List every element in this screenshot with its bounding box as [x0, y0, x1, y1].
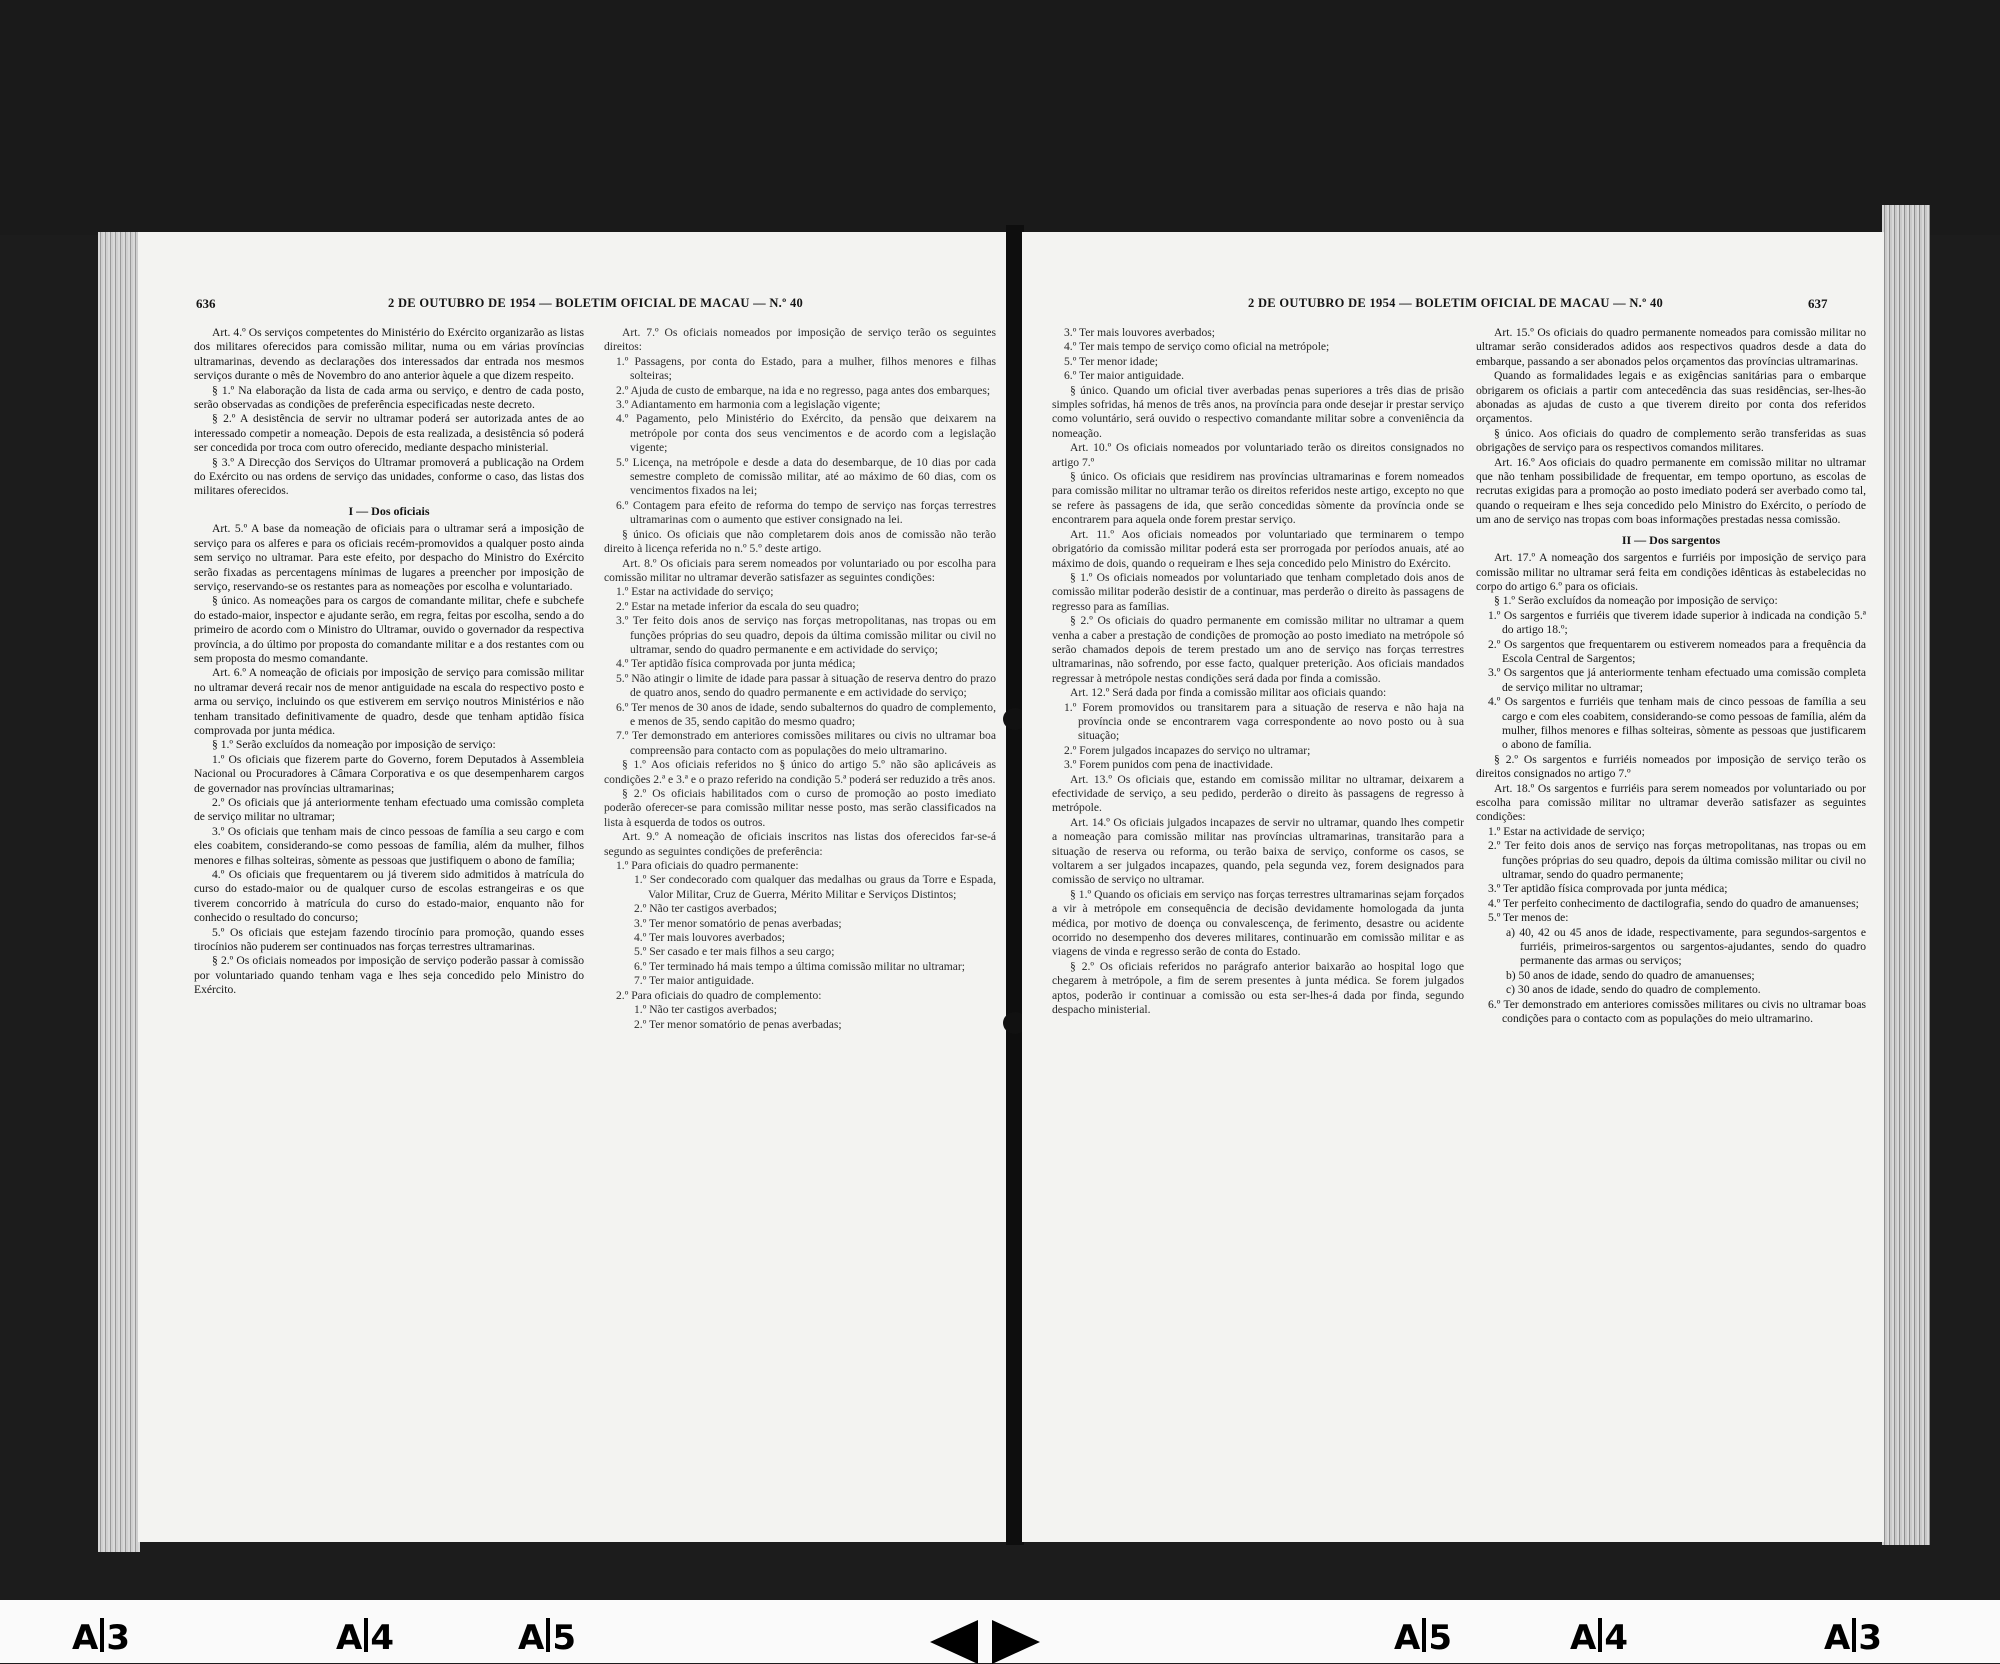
list-item: 1.º Passagens, por conta do Estado, para a mulher, filhos menores e filhas solteiras;	[616, 354, 996, 383]
paragraph: 3.º Os oficiais que tenham mais de cinco pessoas de família a seu cargo e com eles coabitem, considerando-se como pessoas de família, além da mulher, filhos menores e filhas solteiras, sòmente as pessoas que justifiquem o abono de família;	[194, 824, 584, 867]
list-item: 5.º Não atingir o limite de idade para passar à situação de reserva dentro do prazo de quatro anos, sendo do quadro permanente e em actividade do serviço;	[616, 671, 996, 700]
page-header: 2 DE OUTUBRO DE 1954 — BOLETIM OFICIAL DE MACAU — N.º 40	[388, 296, 804, 310]
column-2	[604, 326, 996, 1526]
paragraph: § 2.º A desistência de servir no ultramar poderá ser autorizada antes de ao interessado competir a nomeação. Depois de esta realizada, a desistência só poderá ser concedida por troca com outro oferecido, mediante despacho ministerial.	[194, 412, 584, 455]
list-item: 2.º Ter menor somatório de penas averbadas;	[634, 1017, 842, 1031]
paragraph: § único. Aos oficiais do quadro de complemento serão transferidas as suas obrigações de serviço para os respectivos comandos militares.	[1476, 426, 1866, 455]
paragraph: § 2.º Os oficiais do quadro permanente em comissão militar no ultramar a quem venha a caber a prestação de condições de promoção ao posto imediato na metrópole só serão chamados depois de terem prestado um ano de serviço nas forças terrestres ultramarinas, não sofrendo, por esse facto, qualquer preterição. Aos oficiais mandados regressar à metrópole nestas condições será dada por finda a comissão.	[1052, 614, 1464, 685]
column-1	[194, 326, 584, 1526]
paragraph: § 2.º Os oficiais nomeados por imposição de serviço poderão passar à comissão por voluntariado quando tenham vaga e lhes seja concedido pelo Ministro do Exército.	[194, 954, 584, 997]
backdrop	[0, 0, 2000, 235]
list-item: 1.º Não ter castigos averbados;	[634, 1003, 777, 1017]
paragraph: § 2.º Os oficiais habilitados com o curso de promoção ao posto imediato poderão oferecer-se para comissão militar nesse posto, mas serão classificados na lista à esquerda de todos os outros.	[604, 787, 996, 829]
list-item: 5.º Ter menor idade;	[1064, 354, 1159, 368]
list-item: 5.º Ser casado e ter mais filhos a seu cargo;	[634, 945, 835, 959]
paragraph: § 2.º Os oficiais referidos no parágrafo anterior baixarão ao hospital logo que chegarem à metrópole, a fim de serem presentes à junta médica. Se forem julgados aptos, poderão ir continuar a comissão ou esta ser-lhes-á dada por finda, segundo despacho ministerial.	[1052, 959, 1464, 1017]
list-item: 1.º Ser condecorado com qualquer das medalhas ou graus da Torre e Espada, Valor Militar, Cruz de Guerra, Mérito Militar e Serviços Distintos;	[634, 873, 996, 901]
list-item: 2.º Ter feito dois anos de serviço nas forças metropolitanas, nas tropas ou em funções próprias do seu quadro, depois da última comissão militar ou civil no ultramar, sendo do quadro permanente;	[1488, 839, 1866, 882]
paragraph: Art. 12.º Será dada por finda a comissão militar aos oficiais quando:	[1070, 686, 1387, 700]
page-number: 637	[1808, 296, 1828, 311]
paragraph: § único. Os oficiais que residirem nas províncias ultramarinas e forem nomeados para comissão militar no ultramar terão os direitos referidos neste artigo, excepto no que se refere às passagens de ida, que serão concedidas sòmente da província onde se encontrarem para aquela onde forem prestar serviço.	[1052, 470, 1464, 527]
paragraph: Art. 16.º Aos oficiais do quadro permanente em comissão militar no ultramar que não tenham possibilidade de frequentar, em tempo oportuno, as escolas de recrutas exigidas para a promoção ao posto imediato poderá ser averbado como tal, quando o requeiram e lhes seja concedido pelo Ministro do Exército, o período de um ano de serviço nas tropas com boas informações prestadas nessa comissão.	[1476, 455, 1866, 527]
list-item: 6.º Contagem para efeito de reforma do tempo de serviço nas forças terrestres ultramarinas com o aumento que estiver consignado na lei.	[616, 498, 996, 527]
list-item: 1.º Forem promovidos ou transitarem para a situação de reserva e não haja na província onde se encontrarem vaga correspondente ao novo posto ou à sua situação;	[1064, 700, 1464, 743]
list-item: 5.º Licença, na metrópole e desde a data do desembarque, de 10 dias por cada semestre completo de comissão militar, até ao máximo de 60 dias, com os vencimentos fixados na lei;	[616, 455, 996, 498]
list-item: c) 30 anos de idade, sendo do quadro de complemento.	[1506, 983, 1761, 997]
section-heading: I — Dos oficiais	[348, 503, 430, 518]
list-item: 4.º Ter mais tempo de serviço como oficial na metrópole;	[1064, 340, 1330, 354]
list-item: 4.º Ter aptidão física comprovada por junta médica;	[616, 657, 856, 671]
paragraph: Art. 14.º Os oficiais julgados incapazes de servir no ultramar, quando lhes competir a nomeação para comissão militar nas províncias ultramarinas, transitarão para a situação de reserva ou reforma, ou terão baixa de serviço, conforme os casos, se voltarem a ser julgados incapazes, quando, pela segunda vez, forem designados para comissão de serviço no ultramar.	[1052, 815, 1464, 887]
list-item: 6.º Ter terminado há mais tempo a última comissão militar no ultramar;	[634, 959, 965, 973]
film-marker: A 4	[1570, 1618, 1628, 1658]
paragraph: § 1.º Serão excluídos da nomeação por imposição de serviço:	[212, 738, 496, 752]
list-item: 2.º Estar na metade inferior da escala do seu quadro;	[616, 599, 860, 613]
paragraph: § único. Os oficiais que não completarem dois anos de comissão não terão direito à licença referida no n.º 5.º deste artigo.	[604, 527, 996, 556]
list-item: 1.º Para oficiais do quadro permanente:	[616, 859, 799, 873]
paragraph: § 1.º Na elaboração da lista de cada arma ou serviço, e dentro de cada posto, serão observadas as condições de preferência especificadas neste decreto.	[194, 383, 584, 412]
list-item: 4.º Ter perfeito conhecimento de dactilografia, sendo do quadro de amanuenses;	[1488, 896, 1859, 910]
list-item: 2.º Não ter castigos averbados;	[634, 902, 777, 916]
list-item: 3.º Adiantamento em harmonia com a legislação vigente;	[616, 398, 881, 412]
paragraph: Art. 8.º Os oficiais para serem nomeados por voluntariado ou por escolha para comissão militar no ultramar deverão satisfazer as seguintes condições:	[604, 556, 996, 584]
list-item: 3.º Forem punidos com pena de inactividade.	[1064, 758, 1274, 772]
list-item: 2.º Ajuda de custo de embarque, na ida e no regresso, paga antes dos embarques;	[616, 383, 991, 397]
list-item: 5.º Ter menos de:	[1488, 911, 1569, 925]
list-item: 2.º Para oficiais do quadro de complemento:	[616, 988, 822, 1002]
list-item: 7.º Ter maior antiguidade.	[634, 974, 755, 988]
film-marker: A 4	[336, 1618, 394, 1658]
paragraph: Art. 6.º A nomeação de oficiais por imposição de serviço para comissão militar no ultramar deverá recair nos de menor antiguidade na escala do respectivo posto e arma ou serviço, incluindo os que estiverem em serviço noutros Ministérios e não tenham transitado definitivamente de quadro, desde que tenham aptidão física comprovada por junta médica.	[194, 666, 584, 737]
paragraph: § 1.º Serão excluídos da nomeação por imposição de serviço:	[1494, 594, 1778, 608]
paragraph: § 1.º Quando os oficiais em serviço nas forças terrestres ultramarinas sejam forçados a vir à metrópole em consequência de decisão devidamente homologada da junta médica, por motivo de doença ou convalescença, de ferimento, desastre ou acidente ocorrido no desempenho dos deveres militares, continuarão em comissão militar e as viagens de vinda e regresso serão de conta do Estado.	[1052, 887, 1464, 959]
list-item: 3.º Ter feito dois anos de serviço nas forças metropolitanas, nas tropas ou em funções próprias do seu quadro, depois da última comissão militar ou civil no ultramar, sendo do quadro permanente e em actividade do serviço;	[616, 614, 996, 656]
paragraph: Art. 11.º Aos oficiais nomeados por voluntariado que terminarem o tempo obrigatório da comissão militar poderá esta ser prorrogada por períodos anuais, até ao máximo de dois, quando o requeiram e lhes seja concedido pelo Ministro do Exército.	[1052, 527, 1464, 570]
list-item: 3.º Ter menor somatório de penas averbadas;	[634, 916, 842, 930]
section-heading: II — Dos sargentos	[1621, 532, 1721, 547]
paragraph: Art. 7.º Os oficiais nomeados por imposição de serviço terão os seguintes direitos:	[604, 326, 996, 354]
paragraph: § 1.º Os oficiais nomeados por voluntariado que tenham completado dois anos de comissão militar poderão desistir de a continuar, mas perderão o direito às passagens de regresso para as famílias.	[1052, 570, 1464, 613]
arrow-right-icon	[992, 1620, 1040, 1664]
list-item: 3.º Os sargentos que já anteriormente tenham efectuado uma comissão completa de serviço militar no ultramar;	[1488, 666, 1866, 694]
list-item: 6.º Ter demonstrado em anteriores comissões militares ou civis no ultramar boas condições para o contacto com as populações do meio ultramarino.	[1488, 997, 1866, 1026]
paragraph: § 3.º A Direcção dos Serviços do Ultramar promoverá a publicação na Ordem do Exército ou nas ordens de serviço das unidades, conforme o caso, das listas dos militares oferecidos.	[194, 455, 584, 498]
paragraph: 5.º Os oficiais que estejam fazendo tirocínio para promoção, quando esses tirocínios não puderem ser continuados nas forças terrestres ultramarinas.	[194, 925, 584, 954]
list-item: 2.º Forem julgados incapazes do serviço no ultramar;	[1064, 743, 1311, 757]
paragraph: 4.º Os oficiais que frequentarem ou já tiverem sido admitidos à matrícula do curso do estado-maior ou de qualquer curso de escolas estrangeiras e os que tiverem concorrido à matrícula do curso do estado-maior, enquanto não for conhecido o resultado do concurso;	[194, 868, 584, 925]
paragraph: Art. 10.º Os oficiais nomeados por voluntariado terão os direitos consignados no artigo 7.º	[1052, 441, 1464, 469]
page-header: 2 DE OUTUBRO DE 1954 — BOLETIM OFICIAL DE MACAU — N.º 40	[1248, 296, 1664, 310]
list-item: 3.º Ter aptidão física comprovada por junta médica;	[1488, 882, 1728, 896]
list-item: 6.º Ter maior antiguidade.	[1064, 369, 1185, 383]
list-item: 4.º Ter mais louvores averbados;	[634, 931, 785, 945]
film-marker: A 3	[72, 1618, 130, 1658]
paragraph: 2.º Os oficiais que já anteriormente tenham efectuado uma comissão completa de serviço militar no ultramar;	[194, 796, 584, 824]
arrow-left-icon	[930, 1620, 978, 1664]
list-item: 1.º Os sargentos e furriéis que tiverem idade superior à indicada na condição 5.ª do artigo 18.º;	[1488, 608, 1866, 637]
book-edge-right	[1882, 205, 1930, 1545]
paragraph: Quando as formalidades legais e as exigências sanitárias para o embarque obrigarem os oficiais a partir com antecedência das suas residências, ser-lhes-ão abonadas as ajudas de custo a que tiverem direito por conta dos referidos orçamentos.	[1476, 369, 1866, 426]
list-item: 4.º Pagamento, pelo Ministério do Exército, da pensão que deixarem na metrópole por conta dos seus vencimentos e de acordo com a legislação vigente;	[616, 412, 996, 455]
page-number: 636	[196, 296, 216, 311]
paragraph: Art. 18.º Os sargentos e furriéis para serem nomeados por voluntariado ou por escolha para comissão militar no ultramar deverão satisfazer as seguintes condições:	[1476, 781, 1866, 824]
column-4	[1476, 326, 1866, 1526]
list-item: 6.º Ter menos de 30 anos de idade, sendo subalternos do quadro de complemento, e menos de 35, sendo capitão do mesmo quadro;	[616, 700, 996, 728]
column-3	[1052, 326, 1464, 1526]
list-item: 3.º Ter mais louvores averbados;	[1064, 326, 1215, 339]
film-marker: A 5	[1394, 1618, 1452, 1658]
paragraph: 1.º Os oficiais que fizerem parte do Governo, forem Deputados à Assembleia Nacional ou Procuradores à Câmara Corporativa e os que desempenharem cargos de governador nas províncias ultramarinas;	[194, 752, 584, 795]
list-item: b) 50 anos de idade, sendo do quadro de amanuenses;	[1506, 968, 1755, 982]
list-item: 4.º Os sargentos e furriéis que tenham mais de cinco pessoas de família a seu cargo e com eles coabitem, considerando-se como pessoas de família, além da mulher, filhos menores e filhas solteiras, sòmente as pessoas que justificarem o abono de família.	[1488, 695, 1866, 752]
list-item: 1.º Estar na actividade do serviço;	[616, 585, 774, 599]
paragraph: § único. As nomeações para os cargos de comandante militar, chefe e subchefe do estado-maior, inspector e ajudante serão, em regra, feitas por escolha, sendo a do primeiro de acordo com o Ministro do Ultramar, ouvido o governador da respectiva província, a do último por proposta do comandante militar e a dos restantes com ou sem proposta do mesmo comandante.	[194, 594, 584, 665]
right-page	[1022, 232, 1884, 1542]
paragraph: Art. 15.º Os oficiais do quadro permanente nomeados para comissão militar no ultramar serão considerados adidos aos respectivos quadros desde a data do embarque, passando a ser abonados pelos orçamentos das províncias ultramarinas.	[1476, 326, 1866, 368]
paragraph: Art. 5.º A base da nomeação de oficiais para o ultramar será a imposição de serviço para os alferes e para os oficiais recém-promovidos a qualquer posto ainda sem serviço no ultramar. Para este efeito, por despacho do Ministro do Exército serão fixadas as percentagens mínimas de lugares a preencher por imposição de serviço, reservando-se os restantes para as nomeações por escolha e voluntariado.	[194, 522, 584, 593]
paragraph: § 1.º Aos oficiais referidos no § único do artigo 5.º não são aplicáveis as condições 2.ª e 3.ª e o prazo referido na condição 5.ª poderá ser reduzido a três anos.	[604, 758, 996, 786]
list-item: 2.º Os sargentos que frequentarem ou estiverem nomeados para a frequência da Escola Central de Sargentos;	[1488, 637, 1866, 665]
book-edge-left	[98, 232, 140, 1552]
list-item: 7.º Ter demonstrado em anteriores comissões militares ou civis no ultramar boa compreensão para contacto com as populações do meio ultramarino.	[616, 729, 996, 757]
paragraph: Art. 4.º Os serviços competentes do Ministério do Exército organizarão as listas dos militares oferecidos para comissão militar, numa ou em várias províncias ultramarinas, devendo as declarações dos interessados dar entrada nos mesmos serviços durante o mês de Novembro do ano anterior àquele a que dizem respeito.	[194, 326, 584, 383]
paragraph: Art. 13.º Os oficiais que, estando em comissão militar no ultramar, deixarem a efectividade de serviço, a seu pedido, perderão o direito às passagens de regresso à metrópole.	[1052, 772, 1464, 815]
paragraph: § 2.º Os sargentos e furriéis nomeados por imposição de serviço terão os direitos consignados no artigo 7.º	[1476, 752, 1866, 781]
list-item: 1.º Estar na actividade de serviço;	[1488, 824, 1645, 838]
paragraph: Art. 17.º A nomeação dos sargentos e furriéis por imposição de serviço para comissão militar no ultramar será feita em condições idênticas às estabelecidas no corpo do artigo 6.º para os oficiais.	[1476, 551, 1866, 593]
list-item: a) 40, 42 ou 45 anos de idade, respectivamente, para segundos-sargentos e furriéis, primeiros-sargentos ou sargentos-ajudantes, sendo do quadro permanente das armas ou serviços;	[1506, 925, 1866, 968]
film-marker: A 5	[518, 1618, 576, 1658]
paragraph: Art. 9.º A nomeação de oficiais inscritos nas listas dos oferecidos far-se-á segundo as seguintes condições de preferência:	[604, 830, 996, 858]
left-page	[138, 232, 1008, 1542]
film-marker: A 3	[1824, 1618, 1882, 1658]
paragraph: § único. Quando um oficial tiver averbadas penas superiores a três dias de prisão simples sofridas, há menos de três anos, na província para onde desejar ir prestar serviço como voluntário, será ouvido o respectivo comandante militar sobre a conveniência da nomeação.	[1052, 383, 1464, 440]
